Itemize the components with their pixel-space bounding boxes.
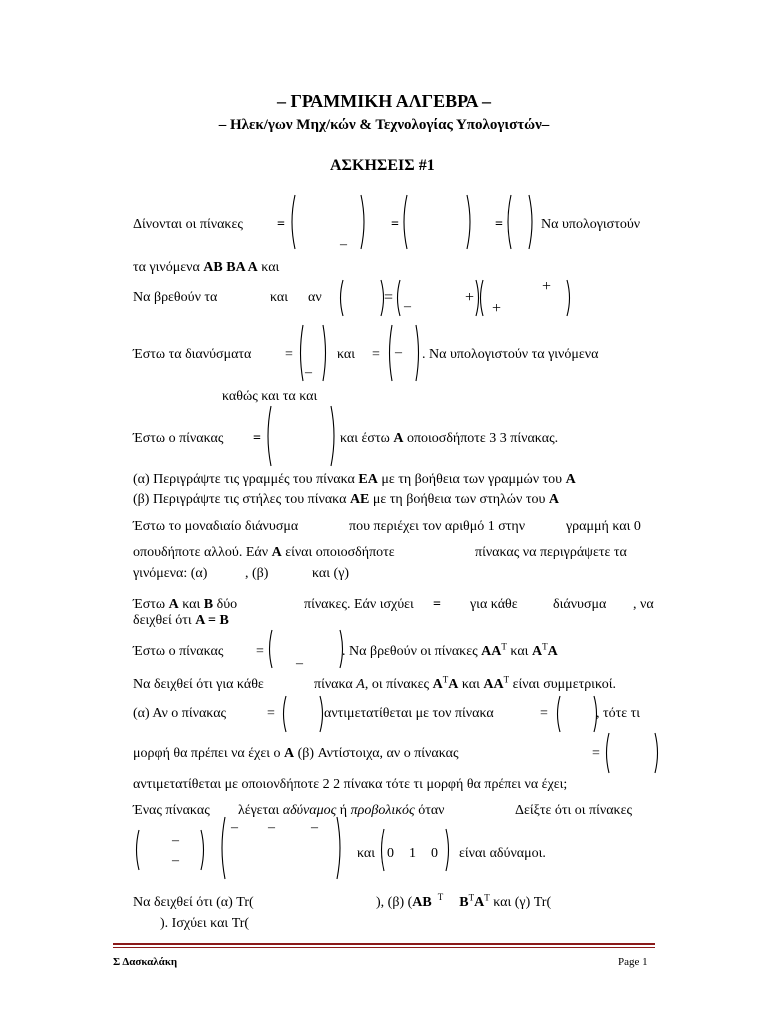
ex9-l1-eq2: = bbox=[540, 706, 548, 721]
ex9-matrix-3 bbox=[603, 731, 661, 775]
ex10-m2-minus1: – bbox=[231, 820, 238, 835]
ex9-l1-eq1: = bbox=[267, 706, 275, 721]
footer-rule-top bbox=[113, 943, 655, 945]
footer-page-number: Page 1 bbox=[618, 956, 648, 968]
ex1-line2-pre: τα γινόμενα bbox=[133, 260, 204, 275]
ex9-l2-b: (β) Αντίστοιχα, αν ο πίνακας bbox=[294, 746, 459, 761]
ex8-b: πίνακα bbox=[314, 677, 357, 692]
ex11-l1-a-text: Να δειχθεί ότι (α) Tr( bbox=[133, 895, 254, 910]
ex1-matrix-3 bbox=[504, 193, 536, 251]
ex4-eq: = bbox=[253, 431, 261, 446]
ex6-l1-c: πίνακες. Εάν ισχύει bbox=[304, 597, 414, 612]
ex4-a-bold2: Α bbox=[565, 472, 576, 487]
ex10-m1-minus2: – bbox=[172, 853, 179, 868]
ex11-l1-a bbox=[133, 894, 254, 912]
ex6-l1-f: , να bbox=[633, 597, 654, 612]
ex5-l3-a: γινόμενα: (α) bbox=[133, 566, 208, 581]
ex10-l1-d: Δείξτε ότι οι πίνακες bbox=[515, 803, 633, 818]
ex5-l1-a: Έστω το μοναδιαίο διάνυσμα bbox=[133, 519, 299, 534]
ex11-l1-bold2: B bbox=[459, 895, 469, 910]
ex6-l1-d: για κάθε bbox=[470, 597, 518, 612]
ex8-a: Να δειχθεί ότι για κάθε bbox=[133, 677, 264, 692]
ex2-plus3: + bbox=[492, 300, 502, 317]
ex2-plus2: + bbox=[542, 278, 552, 295]
ex4-b-mid: με τη βοήθεια των στηλών του bbox=[369, 492, 549, 507]
ex10-m2-minus2: – bbox=[268, 820, 275, 835]
ex7-tail-pre: . Να βρεθούν οι πίνακες bbox=[342, 644, 482, 659]
ex5-l3-b: , (β) bbox=[245, 566, 269, 581]
ex10-l1-c: όταν bbox=[414, 803, 445, 818]
ex10-m2-minus3: – bbox=[311, 820, 318, 835]
ex11-l1-bold3: A bbox=[474, 895, 485, 910]
ex1-matrix-2 bbox=[400, 193, 474, 251]
ex2-minus: – bbox=[404, 299, 411, 314]
ex9-l2-eq: = bbox=[592, 746, 600, 761]
ex3-minus2: – bbox=[395, 345, 402, 360]
ex8-c-bold1: A bbox=[432, 677, 443, 692]
ex6-l1-B: B bbox=[203, 597, 214, 612]
ex3-minus1: – bbox=[305, 365, 312, 380]
ex10-l1-it1: αδύναμος bbox=[282, 803, 337, 818]
ex4-b-pre: (β) Περιγράψτε τις στήλες του πίνακα bbox=[133, 492, 350, 507]
ex6-l1-A: A bbox=[168, 597, 179, 612]
ex10-m3-v1: 0 bbox=[387, 846, 394, 861]
ex5-l2-a-text: οπουδήποτε αλλού. Εάν bbox=[133, 545, 272, 560]
ex7-lead: Έστω ο πίνακας bbox=[133, 644, 224, 659]
ex4-part-b bbox=[133, 491, 559, 509]
ex10-l1-or: ή bbox=[336, 803, 351, 818]
ex10-m3-v3: 0 bbox=[431, 846, 438, 861]
document-title: – ΓΡΑΜΜΙΚΗ ΑΛΓΕΒΡΑ – bbox=[276, 91, 491, 111]
ex4-tail bbox=[340, 430, 558, 448]
ex5-l2-b: είναι οποιοσδήποτε bbox=[281, 545, 395, 560]
ex11-l1-sup2: T bbox=[468, 892, 475, 903]
ex9-l2-bold: A bbox=[284, 746, 295, 761]
document-subtitle: – Ηλεκ/γων Μηχ/κών & Τεχνολογίας Υπολογιστών– bbox=[218, 117, 550, 133]
ex5-l1-b: που περιέχει τον αριθμό 1 στην bbox=[349, 519, 526, 534]
ex8-b-it: A bbox=[356, 677, 365, 692]
ex7-tail-bold2: A bbox=[531, 644, 543, 659]
ex6-l1-b: δύο bbox=[213, 597, 238, 612]
ex9-l2 bbox=[133, 745, 459, 763]
ex10-l1-b: λέγεται bbox=[238, 803, 283, 818]
ex4-a-pre: (α) Περιγράψτε τις γραμμές του πίνακα bbox=[133, 472, 359, 487]
ex6-l2 bbox=[133, 612, 229, 630]
ex10-tail: είναι αδύναμοι. bbox=[459, 846, 546, 861]
ex11-l1-bold1: AB bbox=[412, 895, 432, 910]
ex2-eq: = bbox=[384, 289, 394, 306]
ex9-l1-c: , τότε τι bbox=[596, 706, 641, 721]
ex11-l2: ). Ισχύει και Tr( bbox=[160, 916, 250, 931]
ex4-b-bold: ΑΕ bbox=[349, 492, 370, 507]
ex11-l1-sup1: T bbox=[437, 892, 444, 903]
ex11-l1-sup3: T bbox=[484, 892, 490, 903]
ex1-matrix-1 bbox=[288, 193, 368, 251]
ex1-eq3: = bbox=[495, 217, 503, 232]
ex1-line2-bold: AB BA A bbox=[203, 260, 258, 275]
ex5-l3-c: και (γ) bbox=[312, 566, 350, 581]
ex6-l1-a-text: Έστω bbox=[133, 597, 169, 612]
ex8-c-sup1: T bbox=[442, 674, 449, 685]
ex7-tail-bold1: AA bbox=[481, 644, 502, 659]
ex11-l1-b-text: ), (β) ( bbox=[376, 895, 413, 910]
ex4-tail-pre: και έστω bbox=[340, 431, 394, 446]
ex10-and: και bbox=[357, 846, 376, 861]
ex3-vector-1 bbox=[297, 323, 329, 383]
ex7-matrix bbox=[266, 628, 346, 670]
ex1-eq2: = bbox=[391, 217, 399, 232]
ex7-tail-sup1: T bbox=[501, 641, 507, 652]
ex10-m3-v2: 1 bbox=[409, 846, 416, 861]
ex8-c-bold2: A bbox=[448, 677, 459, 692]
ex3-line2: καθώς και τα και bbox=[222, 389, 318, 404]
ex4-lead: Έστω ο πίνακας bbox=[133, 431, 224, 446]
ex7-tail bbox=[342, 643, 558, 661]
ex9-l1-b: αντιμετατίθεται με τον πίνακα bbox=[324, 706, 494, 721]
ex2-and: και bbox=[270, 290, 289, 305]
footer-author: Σ Δασκαλάκη bbox=[113, 956, 178, 968]
ex4-b-bold2: Α bbox=[548, 492, 560, 507]
section-heading: ΑΣΚΗΣΕΙΣ #1 bbox=[330, 157, 435, 174]
footer-rule-bottom bbox=[113, 947, 655, 948]
ex3-and: και bbox=[337, 347, 356, 362]
ex3-eq1: = bbox=[285, 347, 293, 362]
ex1-lead: Δίνονται οι πίνακες bbox=[133, 217, 243, 232]
ex8-c-and: και bbox=[458, 677, 484, 692]
ex7-tail-bold3: A bbox=[547, 644, 558, 659]
ex8-c-bold3: AA bbox=[483, 677, 504, 692]
ex6-l2-bold: A = B bbox=[195, 613, 229, 628]
ex1-line2-post: και bbox=[257, 260, 280, 275]
ex5-l2-a bbox=[133, 544, 395, 562]
ex11-l1-b bbox=[376, 894, 551, 912]
ex10-l1-it2: προβολικός bbox=[350, 803, 415, 818]
ex10-matrix-1 bbox=[133, 828, 207, 872]
ex9-l1-a: (α) Αν ο πίνακας bbox=[133, 706, 227, 721]
ex6-l1-and: και bbox=[178, 597, 204, 612]
ex5-l2-c: πίνακας να περιγράψετε τα bbox=[475, 545, 627, 560]
ex2-plus1: + bbox=[465, 289, 475, 306]
ex3-eq2: = bbox=[372, 347, 380, 362]
ex7-minus: – bbox=[296, 656, 303, 671]
ex1-tail: Να υπολογιστούν bbox=[541, 217, 641, 232]
ex9-l3: αντιμετατίθεται με οποιονδήποτε 2 2 πίνακα τότε τι μορφή θα πρέπει να έχει; bbox=[133, 777, 568, 792]
ex8-c-post: είναι συμμετρικοί. bbox=[509, 677, 616, 692]
ex3-tail: . Να υπολογιστούν τα γινόμενα bbox=[422, 347, 599, 362]
ex3-vector-2 bbox=[386, 323, 422, 383]
ex7-tail-and: και bbox=[506, 644, 532, 659]
ex9-matrix-2 bbox=[554, 694, 600, 734]
ex6-l2-a: δειχθεί ότι bbox=[133, 613, 196, 628]
ex1-line2 bbox=[133, 259, 279, 277]
ex4-part-a bbox=[133, 471, 576, 489]
ex7-tail-sup2: T bbox=[542, 641, 548, 652]
ex11-l1-c: και (γ) Tr( bbox=[489, 895, 552, 910]
ex2-matrix-1 bbox=[337, 278, 387, 318]
ex1-eq1: = bbox=[277, 217, 285, 232]
ex8-c: , οι πίνακες bbox=[364, 677, 433, 692]
ex5-l1-c: γραμμή και 0 bbox=[566, 519, 641, 534]
ex8-rest bbox=[314, 676, 616, 694]
ex2-if: αν bbox=[308, 290, 322, 305]
ex4-a-bold: ΕΑ bbox=[358, 472, 378, 487]
ex7-eq: = bbox=[256, 644, 264, 659]
ex2-lead: Να βρεθούν τα bbox=[133, 290, 218, 305]
ex8-c-sup2: T bbox=[503, 674, 510, 685]
ex1-minus: – bbox=[340, 237, 347, 252]
ex6-l1-e: διάνυσμα bbox=[553, 597, 607, 612]
ex4-a-mid: με τη βοήθεια των γραμμών του bbox=[377, 472, 566, 487]
ex4-tail-post: οποιοσδήποτε 3 3 πίνακας. bbox=[403, 431, 559, 446]
ex10-m1-minus1: – bbox=[172, 833, 179, 848]
ex4-tail-bold: A bbox=[393, 431, 404, 446]
ex3-lead: Έστω τα διανύσματα bbox=[133, 347, 252, 362]
ex9-matrix-1 bbox=[280, 694, 326, 734]
ex6-l1-eq: = bbox=[433, 597, 441, 612]
ex4-matrix bbox=[264, 404, 338, 468]
ex9-l2-a: μορφή θα πρέπει να έχει ο bbox=[133, 746, 284, 761]
ex10-l1-a: Ένας πίνακας bbox=[133, 803, 210, 818]
ex5-l2-bold: A bbox=[271, 545, 282, 560]
